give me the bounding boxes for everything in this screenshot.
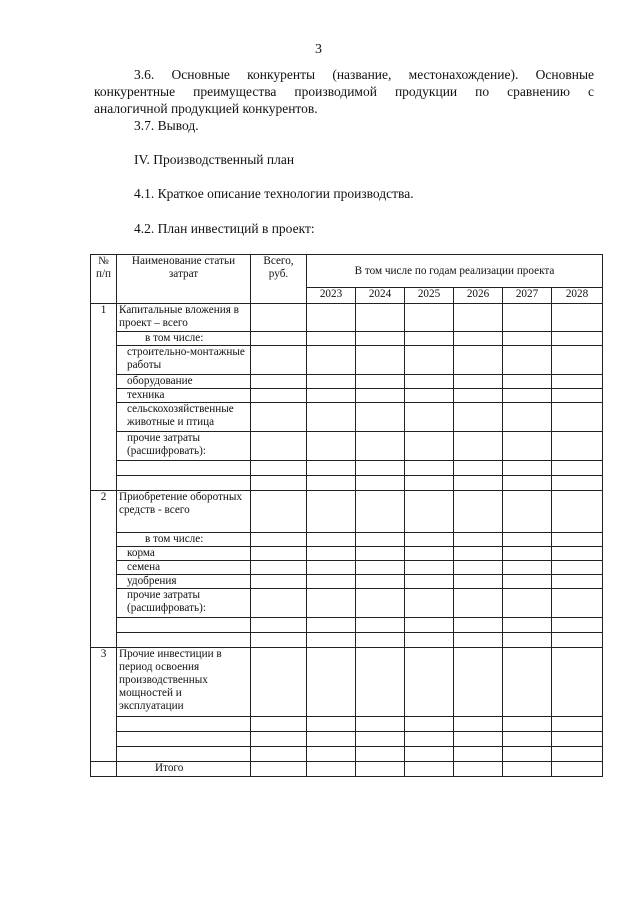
header-name: Наименование статьи затрат [117, 255, 251, 304]
row-title: Прочие инвестиции в период освоения производственных мощностей и эксплуатации [117, 648, 251, 717]
row-number: 3 [91, 648, 117, 762]
year-cell: 2027 [503, 288, 552, 304]
header-num: № п/п [91, 255, 117, 304]
table-row [91, 533, 603, 547]
table-row-blank [91, 618, 603, 633]
row-number: 1 [91, 304, 117, 491]
table-row [91, 491, 603, 533]
table-row [91, 547, 603, 561]
table-row-blank [91, 732, 603, 747]
page-number: 3 [315, 42, 322, 57]
table-row-total [91, 762, 603, 777]
year-cell: 2025 [405, 288, 454, 304]
row-total-label: Итого [117, 762, 251, 777]
row-number: 2 [91, 491, 117, 648]
table-row [91, 648, 603, 717]
row-item: строительно-монтажные работы [117, 346, 251, 375]
table-header-row [91, 255, 603, 288]
paragraph-3-6-line-1: 3.6. Основные конкуренты (название, местонахождение). Основные [134, 67, 594, 82]
table-row [91, 589, 603, 618]
table-row [91, 403, 603, 432]
row-title: Приобретение оборотных средств - всего [117, 491, 251, 533]
table-row [91, 346, 603, 375]
header-total: Всего, руб. [251, 255, 307, 304]
row-item: оборудование [117, 375, 251, 389]
table-row-blank [91, 633, 603, 648]
section-title-production-plan: IV. Производственный план [134, 152, 295, 167]
row-item: техника [117, 389, 251, 403]
paragraph-3-6-line-3: аналогичной продукцией конкурентов. [94, 101, 318, 116]
paragraph-4-1: 4.1. Краткое описание технологии производства. [134, 186, 414, 201]
table-row [91, 389, 603, 403]
paragraph-3-7: 3.7. Вывод. [134, 118, 199, 133]
year-cell: 2026 [454, 288, 503, 304]
table-row [91, 332, 603, 346]
row-item: прочие затраты (расшифровать): [117, 589, 251, 618]
table-row [91, 304, 603, 332]
paragraph-3-6-line-2: конкурентные преимущества производимой продукции по сравнению с [94, 84, 594, 99]
paragraph-3-6 [94, 66, 594, 117]
row-incl: в том числе: [117, 332, 251, 346]
year-cell: 2028 [552, 288, 603, 304]
row-item: семена [117, 561, 251, 575]
row-item: удобрения [117, 575, 251, 589]
table-row-blank [91, 461, 603, 476]
table-row-blank [91, 747, 603, 762]
row-item: прочие затраты (расшифровать): [117, 432, 251, 461]
header-years: В том числе по годам реализации проекта [307, 255, 603, 288]
row-item: сельскохозяйственные животные и птица [117, 403, 251, 432]
row-incl: в том числе: [117, 533, 251, 547]
paragraph-4-2: 4.2. План инвестиций в проект: [134, 221, 315, 236]
table-row [91, 561, 603, 575]
year-cell: 2023 [307, 288, 356, 304]
table-row [91, 375, 603, 389]
row-item: корма [117, 547, 251, 561]
year-cell: 2024 [356, 288, 405, 304]
table-row-blank [91, 476, 603, 491]
table-row [91, 575, 603, 589]
row-title: Капитальные вложения в проект – всего [117, 304, 251, 332]
table-row [91, 432, 603, 461]
investment-plan-table [90, 254, 603, 777]
table-row-blank [91, 717, 603, 732]
